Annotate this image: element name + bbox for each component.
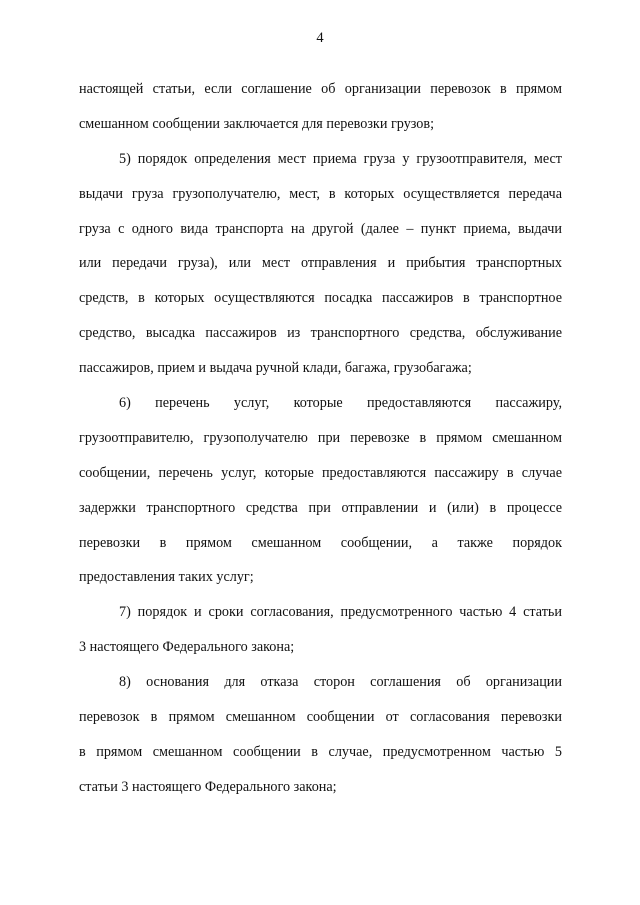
text-line: сообщении, перечень услуг, которые предоставляются пассажиру в случае (79, 464, 562, 481)
text-line: пассажиров, прием и выдача ручной клади, багажа, грузобагажа; (79, 360, 472, 377)
text-line: статьи 3 настоящего Федерального закона; (79, 778, 337, 795)
page-number: 4 (316, 30, 324, 46)
document-body (79, 80, 562, 813)
text-line: предоставления таких услуг; (79, 569, 254, 586)
paragraph-first-line: 7) порядок и сроки согласования, предусмотренного частью 4 статьи (119, 604, 562, 621)
text-line: 3 настоящего Федерального закона; (79, 639, 295, 656)
text-line: настоящей статьи, если соглашение об организации перевозок в прямом (79, 81, 562, 97)
text-line: выдачи груза грузополучателю, мест, в которых осуществляется передача (79, 185, 562, 202)
text-line: груза с одного вида транспорта на другой (далее – пункт приема, выдачи (79, 220, 562, 237)
text-line: или передачи груза), или мест отправления и прибытия транспортных (79, 255, 562, 272)
paragraph-first-line: 5) порядок определения мест приема груза у грузоотправителя, мест (119, 150, 562, 167)
text-line: в прямом смешанном сообщении в случае, предусмотренном частью 5 (79, 743, 562, 760)
paragraph-first-line: 6) перечень услуг, которые предоставляются пассажиру, (119, 395, 562, 412)
text-line: грузоотправителю, грузополучателю при перевозке в прямом смешанном (79, 429, 562, 446)
text-line: задержки транспортного средства при отправлении и (или) в процессе (79, 499, 562, 516)
text-line: перевозки в прямом смешанном сообщении, а также порядок (79, 534, 562, 551)
text-line: средств, в которых осуществляются посадка пассажиров в транспортное (79, 290, 562, 307)
text-line: перевозок в прямом смешанном сообщении от согласования перевозки (79, 709, 562, 726)
text-line: средство, высадка пассажиров из транспортного средства, обслуживание (79, 325, 562, 342)
text-line: смешанном сообщении заключается для перевозки грузов; (79, 115, 435, 132)
paragraph-first-line: 8) основания для отказа сторон соглашения об организации (119, 674, 562, 691)
